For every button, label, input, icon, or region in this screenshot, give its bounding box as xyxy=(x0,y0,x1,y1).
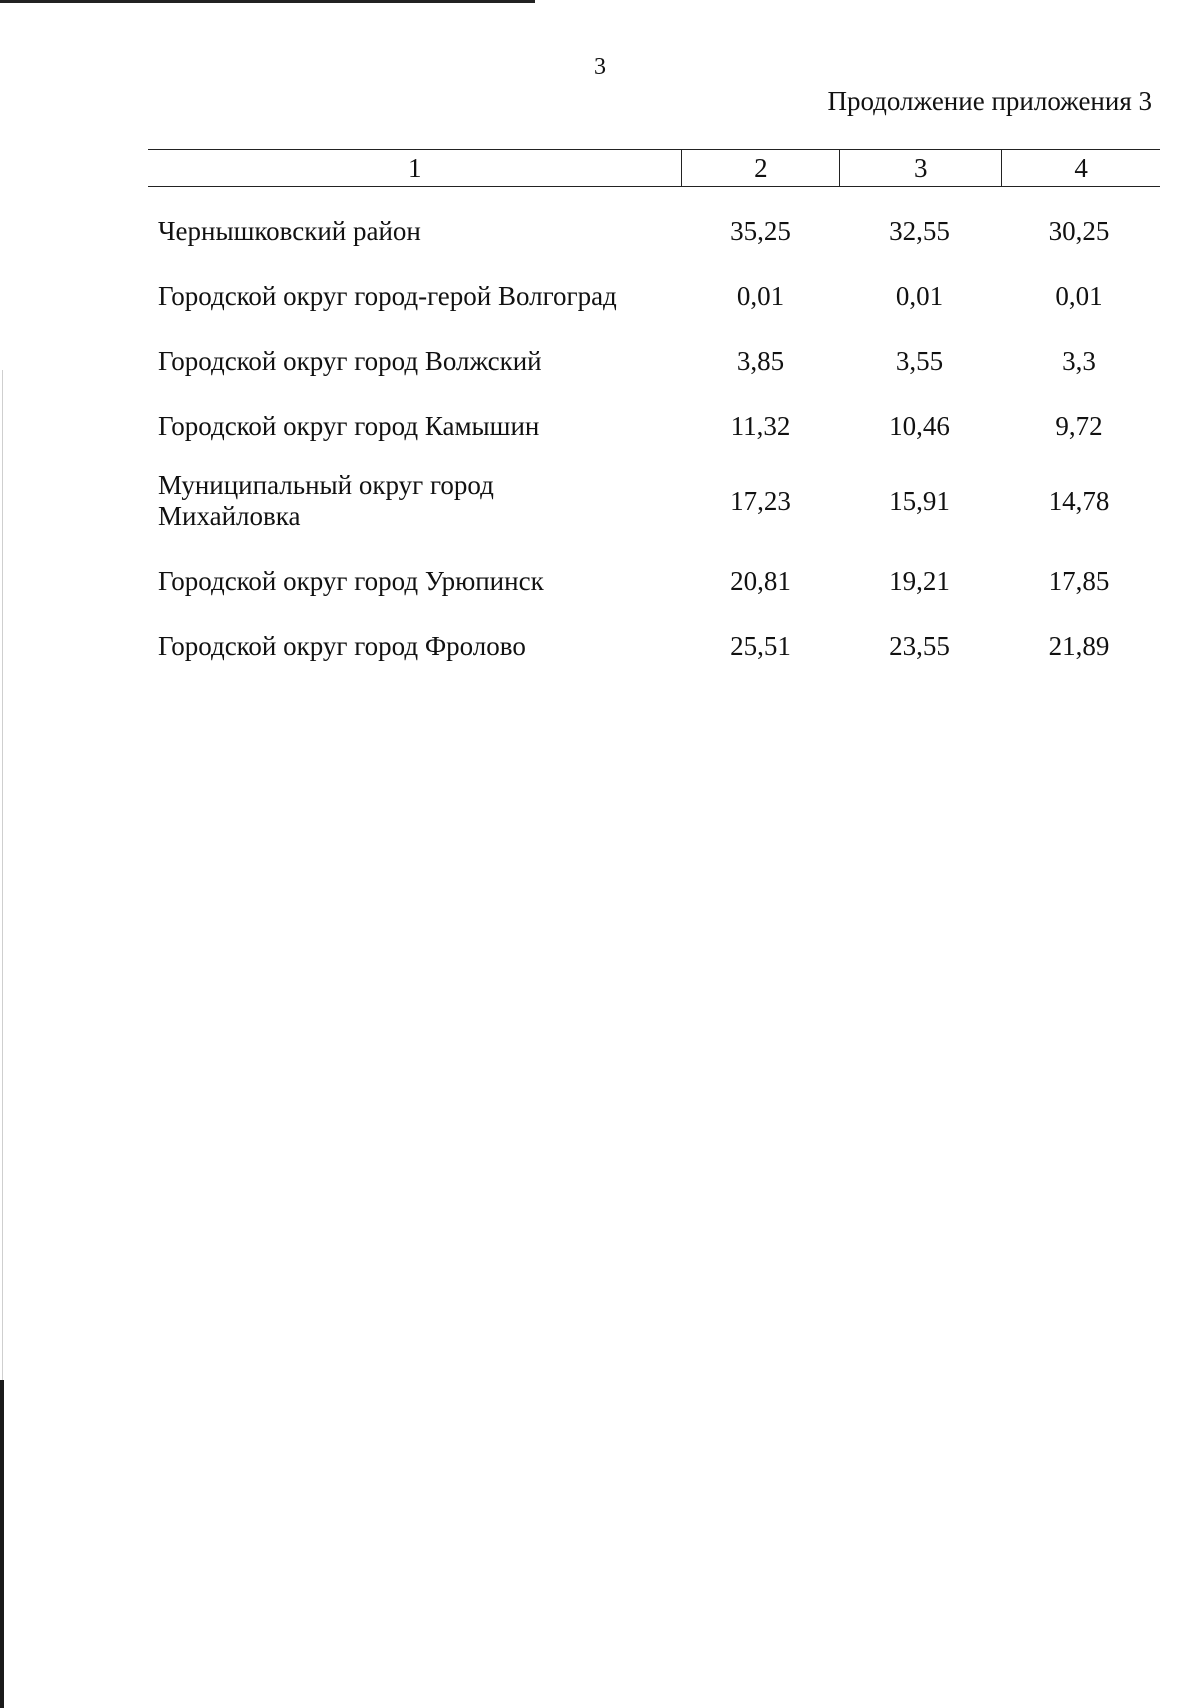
row-value-col-4: 3,3 xyxy=(1062,346,1096,376)
row-name: Городской округ город Камышин xyxy=(158,411,540,441)
continuation-label: Продолжение приложения 3 xyxy=(827,86,1152,116)
row-value-col-4: 17,85 xyxy=(1048,566,1110,596)
row-name xyxy=(148,470,682,532)
table-row xyxy=(148,411,1160,442)
row-value-col-4: 0,01 xyxy=(1055,281,1103,311)
row-value-col-2: 20,81 xyxy=(730,566,791,596)
row-value-col-3: 0,01 xyxy=(895,281,944,311)
scan-edge-left-thin xyxy=(2,370,3,1380)
table-row xyxy=(148,631,1160,662)
header-col-3: 3 xyxy=(840,150,1002,186)
row-value-col-2: 11,32 xyxy=(730,411,791,441)
row-value-col-4: 9,72 xyxy=(1055,411,1103,441)
row-name: Городской округ город Волжский xyxy=(158,346,542,376)
row-value-col-4: 30,25 xyxy=(1048,216,1110,246)
table-row xyxy=(148,566,1160,597)
table-row xyxy=(148,346,1160,377)
row-value-col-3: 23,55 xyxy=(889,631,950,661)
row-value-col-2: 0,01 xyxy=(736,281,785,311)
row-value-col-3: 3,55 xyxy=(895,346,944,376)
row-value-col-3: 15,91 xyxy=(889,485,950,516)
row-value-col-3: 19,21 xyxy=(889,566,950,596)
row-name: Городской округ город-герой Волгоград xyxy=(158,281,617,311)
row-name-line: Муниципальный округ город xyxy=(158,470,494,500)
row-value-col-4: 21,89 xyxy=(1048,631,1110,661)
header-col-1: 1 xyxy=(148,150,682,186)
scan-edge-left xyxy=(0,1380,4,1708)
table-row xyxy=(148,281,1160,312)
page-number: 3 xyxy=(594,54,606,80)
data-table xyxy=(148,149,1160,662)
row-value-col-3: 10,46 xyxy=(889,411,950,441)
row-name-line: Михайловка xyxy=(158,501,301,531)
row-value-col-3: 32,55 xyxy=(889,216,950,246)
header-col-2: 2 xyxy=(682,150,840,186)
table-row xyxy=(148,470,1160,532)
scan-border-top xyxy=(0,0,535,3)
row-value-col-2: 3,85 xyxy=(736,346,785,376)
row-name: Городской округ город Урюпинск xyxy=(158,566,544,596)
row-value-col-2: 35,25 xyxy=(730,216,791,246)
table-row xyxy=(148,216,1160,247)
row-value-col-2: 17,23 xyxy=(730,485,791,516)
row-value-col-4: 14,78 xyxy=(1048,485,1110,516)
row-name: Чернышковский район xyxy=(158,216,421,246)
row-value-col-2: 25,51 xyxy=(730,631,791,661)
row-name: Городской округ город Фролово xyxy=(158,631,526,661)
header-col-4: 4 xyxy=(1074,152,1088,183)
table-header-row xyxy=(148,149,1160,187)
